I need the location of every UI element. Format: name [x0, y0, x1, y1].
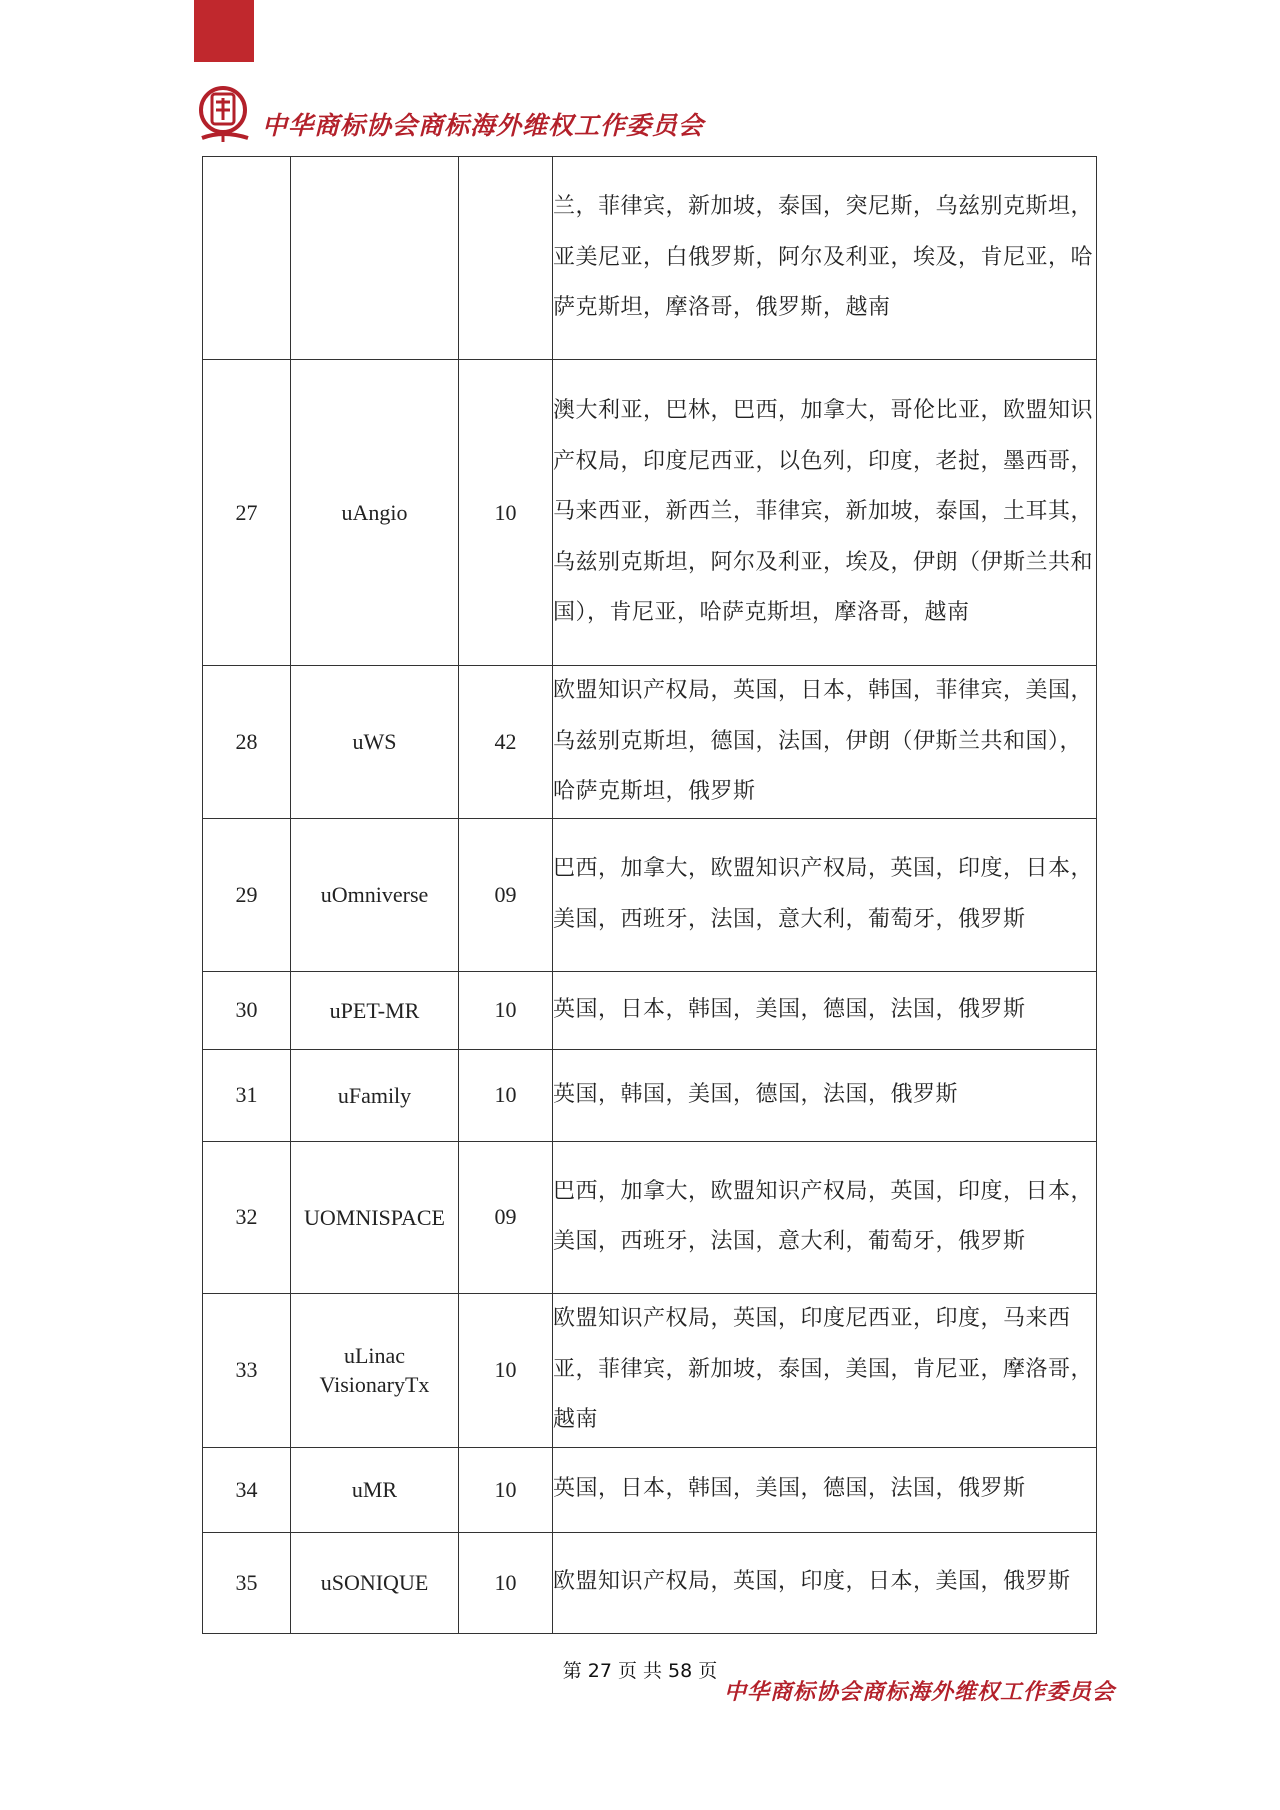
- trademark-name: uOmniverse: [291, 818, 459, 971]
- class-number: 09: [459, 818, 553, 971]
- row-number: 32: [203, 1141, 291, 1293]
- designated-countries: 巴西，加拿大，欧盟知识产权局，英国，印度，日本，美国，西班牙，法国，意大利，葡萄牙，俄罗斯: [553, 818, 1097, 971]
- row-number: [203, 157, 291, 360]
- trademark-name: uAngio: [291, 360, 459, 666]
- trademark-name: uWS: [291, 666, 459, 819]
- table-row: [203, 666, 1097, 819]
- class-number: [459, 157, 553, 360]
- class-number: 09: [459, 1141, 553, 1293]
- table-row: [203, 1293, 1097, 1447]
- table-row: [203, 971, 1097, 1049]
- class-number: 10: [459, 1293, 553, 1447]
- class-number: 10: [459, 1447, 553, 1532]
- row-number: 35: [203, 1532, 291, 1633]
- table-row: [203, 157, 1097, 360]
- row-number: 34: [203, 1447, 291, 1532]
- table-row: [203, 1447, 1097, 1532]
- trademark-name: UOMNISPACE: [291, 1141, 459, 1293]
- designated-countries: 英国，韩国，美国，德国，法国，俄罗斯: [553, 1049, 1097, 1141]
- organization-logo-icon: [196, 80, 254, 148]
- designated-countries: 欧盟知识产权局，英国，印度尼西亚，印度，马来西亚，菲律宾，新加坡，泰国，美国，肯尼亚，摩洛哥，越南: [553, 1293, 1097, 1447]
- row-number: 29: [203, 818, 291, 971]
- trademark-name: uSONIQUE: [291, 1532, 459, 1633]
- table-row: [203, 360, 1097, 666]
- table-row: [203, 1532, 1097, 1633]
- header-red-block: [194, 0, 254, 62]
- class-number: 10: [459, 1532, 553, 1633]
- page-number: 第 27 页 共 58 页: [562, 1660, 718, 1682]
- trademark-name: uLinac VisionaryTx: [291, 1293, 459, 1447]
- class-number: 42: [459, 666, 553, 819]
- table-row: [203, 1141, 1097, 1293]
- table-row: [203, 1049, 1097, 1141]
- designated-countries: 澳大利亚，巴林，巴西，加拿大，哥伦比亚，欧盟知识产权局，印度尼西亚，以色列，印度，老挝，墨西哥，马来西亚，新西兰，菲律宾，新加坡，泰国，土耳其，乌兹别克斯坦，阿尔及利亚，埃及，伊朗（伊斯兰共和国），肯尼亚，哈萨克斯坦，摩洛哥，越南: [553, 360, 1097, 666]
- designated-countries: 巴西，加拿大，欧盟知识产权局，英国，印度，日本，美国，西班牙，法国，意大利，葡萄牙，俄罗斯: [553, 1141, 1097, 1293]
- class-number: 10: [459, 971, 553, 1049]
- designated-countries: 欧盟知识产权局，英国，日本，韩国，菲律宾，美国，乌兹别克斯坦，德国，法国，伊朗（伊斯兰共和国），哈萨克斯坦，俄罗斯: [553, 666, 1097, 819]
- designated-countries: 兰，菲律宾，新加坡，泰国，突尼斯，乌兹别克斯坦，亚美尼亚，白俄罗斯，阿尔及利亚，埃及，肯尼亚，哈萨克斯坦，摩洛哥，俄罗斯，越南: [553, 157, 1097, 360]
- row-number: 30: [203, 971, 291, 1049]
- trademark-name: uPET-MR: [291, 971, 459, 1049]
- row-number: 28: [203, 666, 291, 819]
- header-organization-name: 中华商标协会商标海外维权工作委员会: [262, 111, 705, 140]
- trademark-table: [202, 156, 1097, 1634]
- class-number: 10: [459, 1049, 553, 1141]
- footer-organization-name: 中华商标协会商标海外维权工作委员会: [724, 1679, 1116, 1705]
- designated-countries: 英国，日本，韩国，美国，德国，法国，俄罗斯: [553, 971, 1097, 1049]
- designated-countries: 英国，日本，韩国，美国，德国，法国，俄罗斯: [553, 1447, 1097, 1532]
- trademark-name: uMR: [291, 1447, 459, 1532]
- row-number: 33: [203, 1293, 291, 1447]
- row-number: 27: [203, 360, 291, 666]
- class-number: 10: [459, 360, 553, 666]
- designated-countries: 欧盟知识产权局，英国，印度，日本，美国，俄罗斯: [553, 1532, 1097, 1633]
- trademark-name: [291, 157, 459, 360]
- row-number: 31: [203, 1049, 291, 1141]
- trademark-name: uFamily: [291, 1049, 459, 1141]
- table-row: [203, 818, 1097, 971]
